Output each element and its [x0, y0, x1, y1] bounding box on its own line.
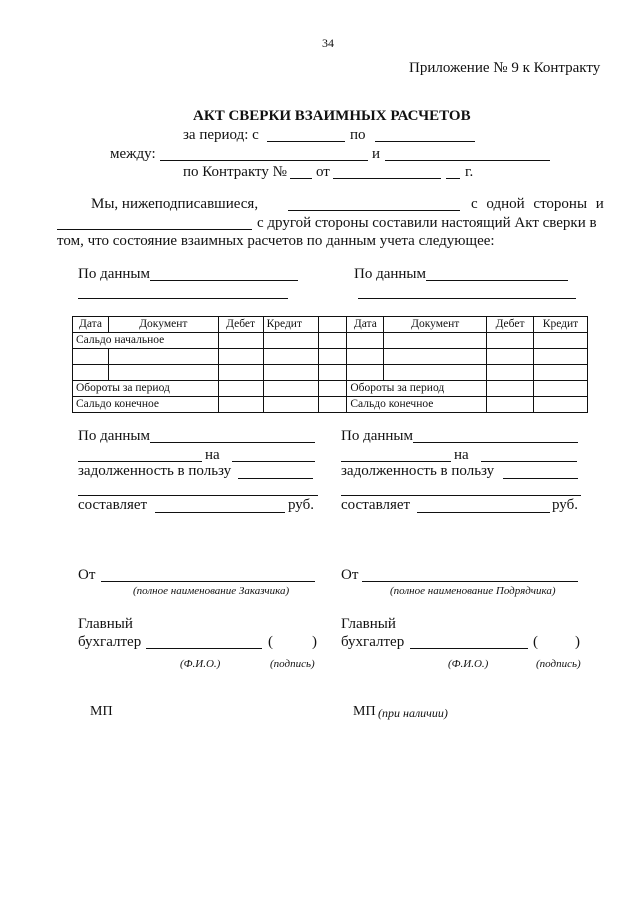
between-label: между:: [110, 146, 156, 162]
turnover-label-right: Обороты за период: [347, 381, 487, 397]
col-credit-right: Кредит: [534, 317, 588, 333]
right-debt-label: задолженность в пользу: [341, 463, 495, 479]
right-signature-caption: (подпись): [536, 658, 581, 670]
left-debt-field[interactable]: [238, 478, 313, 479]
closing-balance-label-left: Сальдо конечное: [73, 397, 219, 413]
left-debt-field-2[interactable]: [78, 495, 318, 496]
opening-balance-label: Сальдо начальное: [73, 333, 219, 349]
col-debit-right: Дебет: [487, 317, 534, 333]
table-row: [73, 349, 588, 365]
left-from-label: От: [78, 567, 96, 583]
contract-date-field[interactable]: [333, 178, 441, 179]
right-amount-label: составляет: [341, 497, 411, 513]
between-and: и: [372, 146, 381, 162]
left-amount-label: составляет: [78, 497, 148, 513]
spacer-cell: [318, 317, 347, 333]
left-debt-label: задолженность в пользу: [78, 463, 232, 479]
party2-field[interactable]: [385, 160, 550, 161]
closing-balance-label-right: Сальдо конечное: [347, 397, 487, 413]
page-number: 34: [322, 36, 334, 50]
right-fio-field[interactable]: [410, 648, 528, 649]
intro-line3: том, что состояние взаимных расчетов по данным учета следующее:: [57, 233, 495, 249]
table-row: [73, 365, 588, 381]
col-credit-left: Кредит: [263, 317, 318, 333]
intro-start: Мы, нижеподписавшиеся,: [91, 196, 259, 212]
table-row: [73, 397, 588, 413]
intro-end: с одной стороны и: [471, 196, 604, 212]
right-paren-close: ): [575, 634, 580, 650]
left-chief-label: Главный: [78, 616, 133, 632]
table-header-row: [73, 317, 588, 333]
table-row: [73, 381, 588, 397]
stamp-right: МП: [353, 704, 376, 719]
table-row: [73, 333, 588, 349]
period-from-field[interactable]: [267, 141, 345, 142]
contract-number-field[interactable]: [290, 178, 312, 179]
right-debt-field[interactable]: [503, 478, 578, 479]
document-title: АКТ СВЕРКИ ВЗАИМНЫХ РАСЧЕТОВ: [193, 108, 471, 124]
intro-line2: с другой стороны составили настоящий Акт сверки в: [257, 215, 597, 231]
party1-field[interactable]: [160, 160, 368, 161]
right-debt-field-2[interactable]: [341, 495, 581, 496]
left-paren-open: (: [268, 634, 273, 650]
right-accountant-label: бухгалтер: [341, 634, 405, 650]
right-currency: руб.: [552, 497, 578, 513]
customer-caption: (полное наименование Заказчика): [133, 585, 290, 597]
left-accountant-label: бухгалтер: [78, 634, 142, 650]
left-summary-date-field[interactable]: [232, 461, 315, 462]
left-summary-pre-field[interactable]: [78, 461, 202, 462]
stamp-right-note: (при наличии): [378, 706, 448, 720]
stamp-left: МП: [90, 704, 113, 719]
reconciliation-table: [72, 316, 588, 413]
contract-from-label: от: [316, 164, 330, 180]
left-currency: руб.: [288, 497, 314, 513]
left-signature-caption: (подпись): [270, 658, 315, 670]
left-party-field[interactable]: [150, 280, 298, 281]
left-fio-field[interactable]: [146, 648, 262, 649]
right-from-label: От: [341, 567, 359, 583]
period-to-field[interactable]: [375, 141, 475, 142]
right-amount-field[interactable]: [417, 512, 550, 513]
left-paren-close: ): [312, 634, 317, 650]
contract-year-label: г.: [465, 164, 474, 180]
appendix-label: Приложение № 9 к Контракту: [409, 60, 601, 76]
left-fio-caption: (Ф.И.О.): [180, 658, 221, 670]
left-summary-party-field[interactable]: [150, 442, 315, 443]
contract-year-field[interactable]: [446, 178, 460, 179]
right-summary-by-data: По данным: [341, 428, 413, 444]
left-summary-on: на: [205, 447, 220, 463]
right-summary-date-field[interactable]: [481, 461, 577, 462]
contractor-name-field[interactable]: [362, 581, 578, 582]
left-summary-by-data: По данным: [78, 428, 150, 444]
left-party-field-2[interactable]: [78, 298, 288, 299]
right-summary-pre-field[interactable]: [341, 461, 451, 462]
right-summary-party-field[interactable]: [413, 442, 578, 443]
col-document-left: Документ: [108, 317, 218, 333]
col-document-right: Документ: [384, 317, 487, 333]
right-by-data-label: По данным: [354, 266, 426, 282]
customer-name-field[interactable]: [101, 581, 315, 582]
left-amount-field[interactable]: [155, 512, 285, 513]
col-debit-left: Дебет: [218, 317, 263, 333]
turnover-label-left: Обороты за период: [73, 381, 219, 397]
right-fio-caption: (Ф.И.О.): [448, 658, 489, 670]
contract-label: по Контракту №: [183, 164, 287, 180]
signatory2-field[interactable]: [57, 229, 252, 230]
signatory1-field[interactable]: [288, 210, 460, 211]
right-party-field-2[interactable]: [358, 298, 576, 299]
right-party-field[interactable]: [426, 280, 568, 281]
contractor-caption: (полное наименование Подрядчика): [390, 585, 556, 597]
left-by-data-label: По данным: [78, 266, 150, 282]
col-date-right: Дата: [347, 317, 384, 333]
right-paren-open: (: [533, 634, 538, 650]
right-chief-label: Главный: [341, 616, 396, 632]
col-date-left: Дата: [73, 317, 109, 333]
right-summary-on: на: [454, 447, 469, 463]
period-label: за период: с: [183, 127, 259, 143]
period-to-label: по: [350, 127, 366, 143]
